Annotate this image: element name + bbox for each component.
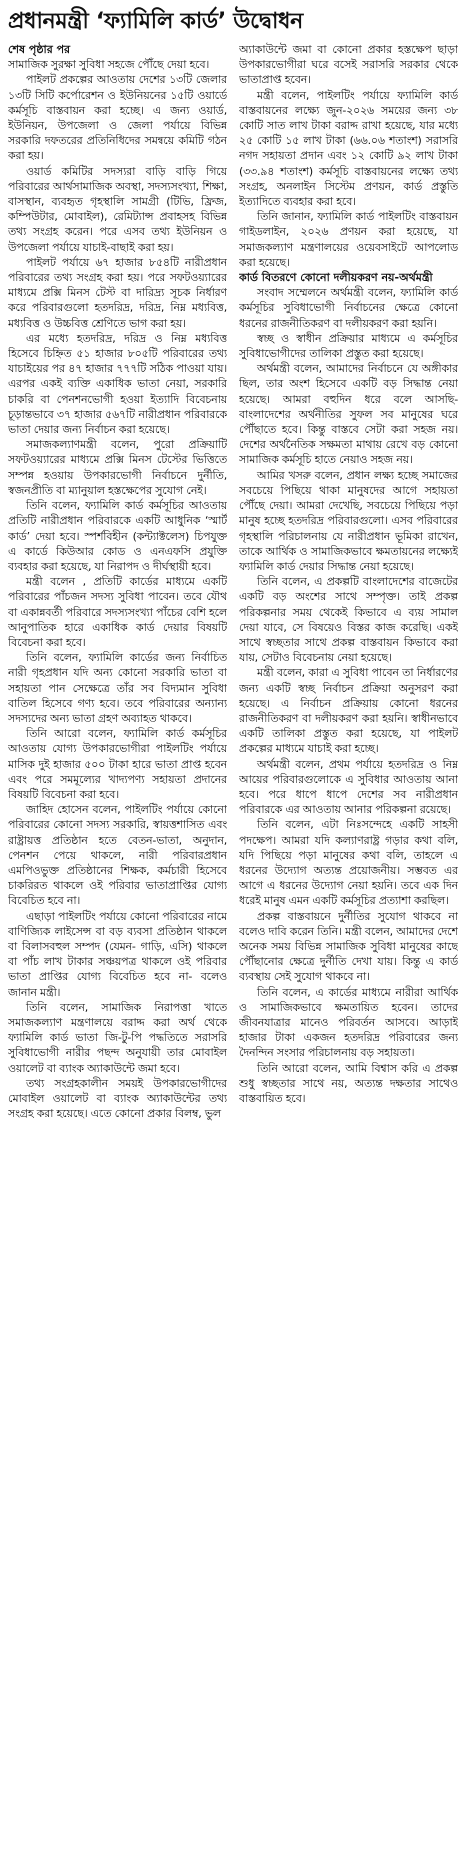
right-paragraph: তিনি বলেন, এ প্রকল্পটি বাংলাদেশের বাজেটের একটি বড় অংশের সাথে সম্পৃক্ত। তাই প্রকল্প পরিকল্পনার সময় থেকেই কিভাবে এ ব্যয় সামাল দেয়া যাবে, সে বিষয়েও বিস্তর কাজ করেছি। একই সাথে স্বচ্ছতার সাথে প্রকল্প বাস্তবায়ন কিভাবে করা যায়, সেটাও বিবেচনায় নেয়া হয়েছে। <box>239 575 458 665</box>
right-paragraph: সংবাদ সম্মেলনে অর্থমন্ত্রী বলেন, ফ্যামিলি কার্ড কর্মসূচির সুবিধাভোগী নির্বাচনের ক্ষেত্রে কোনো ধরনের রাজনীতিকরণ বা দলীয়করণ করা হয়নি। <box>239 286 458 330</box>
right-paragraph: তিনি বলেন, এ কার্ডের মাধ্যমে নারীরা আর্থিক ও সামাজিকভাবে ক্ষমতায়িত হবেন। তাদের জীবনযাত্রার মানেও পরিবর্তন আসবে। আড়াই হাজার টাকা একজন হতদরিদ্র পরিবারের জন্য দৈনন্দিন সংসার পরিচালনায় বড় সহায়তা। <box>239 985 458 1060</box>
left-column <box>8 42 227 1121</box>
right-paragraph: তিনি জানান, ফ্যামিলি কার্ড পাইলটিং বাস্তবায়ন গাইডলাইন, ২০২৬ প্রণয়ন করা হয়েছে, যা সমাজকল্যাণ মন্ত্রণালয়ের ওয়েবসাইটে আপলোড করা হয়েছে। <box>239 210 458 269</box>
left-paragraph: তিনি বলেন, ফ্যামিলি কার্ড কর্মসূচির আওতায় প্রতিটি নারীপ্রধান পরিবারকে একটি আধুনিক ‘স্মার্ট কার্ড’ দেয়া হবে। স্পর্শবিহীন (কন্ট্যাক্টলেস) চিপযুক্ত এ কার্ডে কিউআর কোড ও এনএফসি প্রযুক্তি ব্যবহার করা হয়েছে, যা নিরাপদ ও দীর্ঘস্থায়ী হবে। <box>8 499 227 573</box>
right-paragraph: মন্ত্রী বলেন, কারা এ সুবিধা পাবেন তা নির্ধারণের জন্য একটি স্বচ্ছ নির্বাচন প্রক্রিয়া অনুসরণ করা হয়েছে। এ নির্বাচন প্রক্রিয়ায় কোনো ধরনের রাজনীতিকরণ বা দলীয়করণ করা হয়নি। স্বাধীনভাবে একটি তালিকা প্রস্তুত করা হয়েছে, যা পাইলট প্রকল্পের মাধ্যমে যাচাই করা হচ্ছে। <box>239 666 458 756</box>
left-paragraph: তথ্য সংগ্রহকালীন সময়ই উপকারভোগীদের মোবাইল ওয়ালেট বা ব্যাংক অ্যাকাউন্টের তথ্য সংগ্রহ করা হয়েছে। এতে কোনো প্রকার বিলম্ব, ভুল <box>8 1076 227 1121</box>
right-paragraph: অর্থমন্ত্রী বলেন, প্রথম পর্যায়ে হতদরিদ্র ও নিম্ন আয়ের পরিবারগুলোকে এ সুবিধার আওতায় আনা হবে। পরে ধাপে ধাপে দেশের সব নারীপ্রধান পরিবারকে এর আওতায় আনার পরিকল্পনা রয়েছে। <box>239 757 458 817</box>
right-paragraph: আমির খসরু বলেন, প্রধান লক্ষ্য হচ্ছে সমাজের সবচেয়ে পিছিয়ে থাকা মানুষদের আগে সহায়তা পৌঁছে দেয়া। আমরা দেখেছি, সবচেয়ে পিছিয়ে পড়া মানুষ হচ্ছে হতদরিদ্র পরিবারগুলো। এসব পরিবারের গৃহস্থালি পরিচালনায় যে নারীপ্রধান ভূমিকা রাখেন, তাকে আর্থিক ও সামাজিকভাবে ক্ষমতায়নের লক্ষ্যেই ফ্যামিলি কার্ড দেয়ার সিদ্ধান্ত নেয়া হয়েছে। <box>239 468 458 573</box>
right-paragraph: তিনি বলেন, এটা নিঃসন্দেহে একটি সাহসী পদক্ষেপ। আমরা যদি কল্যাণরাষ্ট্র গড়ার কথা বলি, যদি পিছিয়ে পড়া মানুষের কথা বলি, তাহলে এ ধরনের উদ্যোগ অত্যন্ত প্রয়োজনীয়। সম্ভবত এর আগে এ ধরনের উদ্যোগ নেয়া হয়নি। তবে এক দিন ধরেই মানুষ এমন একটি কর্মসূচির প্রত্যাশা করছিল। <box>239 818 458 908</box>
right-column <box>239 42 458 1106</box>
left-paragraph: মন্ত্রী বলেন , প্রতিটি কার্ডের মাধ্যমে একটি পরিবারের পাঁচজন সদস্য সুবিধা পাবেন। তবে যৌথ বা একান্নবর্তী পরিবারে সদস্যসংখ্যা পাঁচের বেশি হলে আনুপাতিক হারে একাধিক কার্ড দেয়ার বিষয়টি বিবেচনা করা হবে। <box>8 575 227 649</box>
left-paragraph: পাইলট প্রকল্পের আওতায় দেশের ১৩টি জেলার ১৩টি সিটি কর্পোরেশন ও ইউনিয়নের ১৫টি ওয়ার্ডে কর্মসূচি বাস্তবায়ন করা হচ্ছে। এ জন্য ওয়ার্ড, ইউনিয়ন, উপজেলা ও জেলা পর্যায়ে বিভিন্ন সরকারি দফতরের প্রতিনিধিদের সমন্বয়ে কমিটি গঠন করা হয়। <box>8 73 227 163</box>
left-paragraph: সামাজিক সুরক্ষা সুবিধা সহজে পৌঁছে দেয়া হবে। <box>8 58 210 72</box>
right-paragraph: প্রকল্প বাস্তবায়নে দুর্নীতির সুযোগ থাকবে না বলেও দাবি করেন তিনি। মন্ত্রী বলেন, আমাদের দেশে অনেক সময় বিভিন্ন সামাজিক সুবিধা মানুষের কাছে পৌঁছানোর ক্ষেত্রে দুর্নীতি দেখা যায়। কিন্তু এ কার্ড ব্যবস্থায় সেই সুযোগ থাকবে না। <box>239 909 458 984</box>
left-paragraph: পাইলট পর্যায়ে ৬৭ হাজার ৮৫৪টি নারীপ্রধান পরিবারের তথ্য সংগ্রহ করা হয়। পরে সফটওয়্যারের মাধ্যমে প্রক্সি মিনস টেস্ট বা দারিদ্র্য সূচক নির্ধারণ করে পরিবারগুলো হতদরিদ্র, দরিদ্র, নিম্ন মধ্যবিত্ত, মধ্যবিত্ত ও উচ্চবিত্ত শ্রেণিতে ভাগ করা হয়। <box>8 255 227 330</box>
right-paragraph: মন্ত্রী বলেন, পাইলটিং পর্যায়ে ফ্যামিলি কার্ড বাস্তবায়নের লক্ষ্যে জুন-২০২৬ সময়ের জন্য ৩৮ কোটি সাত লাখ টাকা বরাদ্দ রাখা হয়েছে, যার মধ্যে ২৫ কোটি ১৫ লাখ টাকা (৬৬.০৬ শতাংশ) সরাসরি নগদ সহায়তা প্রদান এবং ১২ কোটি ৯২ লাখ টাকা (৩৩.৯৪ শতাংশ) কর্মসূচি বাস্তবায়নের লক্ষ্যে তথ্য সংগ্রহ, অনলাইন সিস্টেম প্রণয়ন, কার্ড প্রস্তুতি ইত্যাদিতে ব্যবহার করা হবে। <box>239 88 458 209</box>
left-paragraph: এছাড়া পাইলটিং পর্যায়ে কোনো পরিবারের নামে বাণিজ্যিক লাইসেন্স বা বড় ব্যবসা প্রতিষ্ঠান থাকলে বা বিলাসবহুল সম্পদ (যেমন- গাড়ি, এসি) থাকলে বা পাঁচ লাখ টাকার সঞ্চয়পত্র থাকলে ওই পরিবার ভাতা প্রাপ্তির যোগ্য বিবেচিত হবে না- বলেও জানান মন্ত্রী। <box>8 909 227 999</box>
left-paragraph: তিনি বলেন, সামাজিক নিরাপত্তা খাতে সমাজকল্যাণ মন্ত্রণালয়ে বরাদ্দ করা অর্থ থেকে ফ্যামিলি কার্ড ভাতা জি-টু-পি পদ্ধতিতে সরাসরি সুবিধাভোগী নারীর পছন্দ অনুযায়ী তার মোবাইল ওয়ালেট বা ব্যাংক অ্যাকাউন্টে জমা হবে। <box>8 1000 227 1075</box>
left-paragraph: এর মধ্যে হতদরিদ্র, দরিদ্র ও নিম্ন মধ্যবিত্ত হিসেবে চিহ্নিত ৫১ হাজার ৮০৫টি পরিবারের তথ্য যাচাইয়ের পর ৪৭ হাজার ৭৭৭টি সঠিক পাওয়া যায়। এরপর একই ব্যক্তি একাধিক ভাতা নেয়া, সরকারি চাকরি বা পেনশনভোগী হওয়া ইত্যাদি বিবেচনায় চূড়ান্তভাবে ৩৭ হাজার ৫৬৭টি নারীপ্রধান পরিবারকে ভাতা দেয়ার জন্য নির্বাচন করা হয়েছে। <box>8 331 227 437</box>
right-paragraph: তিনি আরো বলেন, আমি বিশ্বাস করি এ প্রকল্প শুধু স্বচ্ছতার সাথে নয়, অত্যন্ত দক্ষতার সাথেও বাস্তবায়িত হবে। <box>239 1061 458 1106</box>
subheading: কার্ড বিতরণে কোনো দলীয়করণ নয়-অর্থমন্ত্রী <box>239 271 433 285</box>
left-paragraph: তিনি আরো বলেন, ফ্যামিলি কার্ড কর্মসূচির আওতায় যোগ্য উপকারভোগীরা পাইলটিং পর্যায়ে মাসিক দুই হাজার ৫০০ টাকা হারে ভাতা প্রাপ্ত হবেন এবং পরে সমমূল্যের খাদ্যপণ্য সহায়তা প্রদানের বিষয়টি বিবেচনা করা হবে। <box>8 727 227 801</box>
left-paragraph: সমাজকল্যাণমন্ত্রী বলেন, পুরো প্রক্রিয়াটি সফটওয়্যারের মাধ্যমে প্রক্সি মিনস টেস্টের ভিত্তিতে সম্পন্ন হওয়ায় উপকারভোগী নির্বাচনে দুর্নীতি, স্বজনপ্রীতি বা ম্যানুয়াল হস্তক্ষেপের সুযোগ নেই। <box>8 438 227 497</box>
headline: প্রধানমন্ত্রী ‘ফ্যামিলি কার্ড’ উদ্বোধন <box>8 9 303 34</box>
left-paragraph: ওয়ার্ড কমিটির সদস্যরা বাড়ি বাড়ি গিয়ে পরিবারের আর্থসামাজিক অবস্থা, সদস্যসংখ্যা, শিক্ষা, বাসস্থান, ব্যবহৃত গৃহস্থালি সামগ্রী (টিভি, ফ্রিজ, কম্পিউটার, মোবাইল), রেমিট্যান্স প্রবাহসহ বিভিন্ন তথ্য সংগ্রহ করেন। পরে এসব তথ্য ইউনিয়ন ও উপজেলা পর্যায়ে যাচাই-বাছাই করা হয়। <box>8 164 227 254</box>
right-paragraph: স্বচ্ছ ও স্বাধীন প্রক্রিয়ার মাধ্যমে এ কর্মসূচির সুবিধাভোগীদের তালিকা প্রস্তুত করা হয়েছে। <box>239 331 458 361</box>
right-paragraph: অ্যাকাউন্টে জমা বা কোনো প্রকার হস্তক্ষেপ ছাড়া উপকারভোগীরা ঘরে বসেই সরাসরি সরকার থেকে ভাতাপ্রাপ্ত হবেন। <box>239 43 458 87</box>
left-paragraph: তিনি বলেন, ফ্যামিলি কার্ডের জন্য নির্বাচিত নারী গৃহপ্রধান যদি অন্য কোনো সরকারি ভাতা বা সহায়তা পান সেক্ষেত্রে তাঁর সব বিদ্যমান সুবিধা বাতিল হিসেবে গণ্য হবে। তবে পরিবারের অন্যান্য সদস্যদের অন্য ভাতা গ্রহণ অব্যাহত থাকবে। <box>8 651 227 725</box>
left-paragraph: জাহিদ হোসেন বলেন, পাইলটিং পর্যায়ে কোনো পরিবারের কোনো সদস্য সরকারি, স্বায়ত্তশাসিত এবং রাষ্ট্রায়ত্ত প্রতিষ্ঠান হতে বেতন-ভাতা, অনুদান, পেনশন পেয়ে থাকলে, নারী পরিবারপ্রধান এমপিওভুক্ত প্রতিষ্ঠানের শিক্ষক, কর্মচারী হিসেবে চাকরিরত থাকলে ওই পরিবার ভাতাপ্রাপ্তির যোগ্য বিবেচিত হবে না। <box>8 803 227 908</box>
right-paragraph: অর্থমন্ত্রী বলেন, আমাদের নির্বাচনে যে অঙ্গীকার ছিল, তার অংশ হিসেবে একটি বড় সিদ্ধান্ত নেয়া হয়েছে। আমরা বহুদিন ধরে বলে আসছি- বাংলাদেশের অর্থনীতির সুফল সব মানুষের ঘরে পৌঁছাতে হবে। কিন্তু বাস্তবে সেটা করা সহজ নয়। দেশের অর্থনৈতিক সক্ষমতা মাথায় রেখে বড় কোনো সামাজিক কর্মসূচি হাতে নেয়াও সহজ নয়। <box>239 362 458 467</box>
continued-label: শেষ পৃষ্ঠার পর <box>8 43 71 56</box>
article-columns <box>8 42 459 1121</box>
